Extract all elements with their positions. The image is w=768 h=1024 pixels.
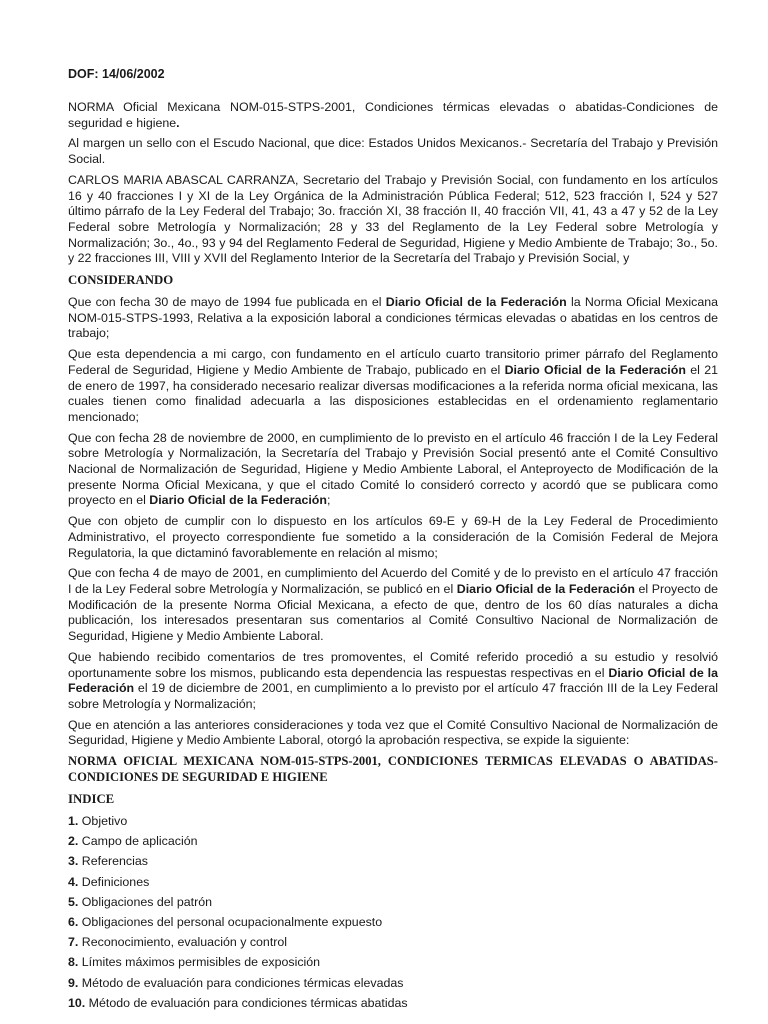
index-item-label: Definiciones <box>78 874 150 889</box>
document-title-text: NORMA Oficial Mexicana NOM-015-STPS-2001, Condiciones térmicas elevadas o abatidas-Condiciones de seguridad e higiene <box>68 100 718 130</box>
margin-note: Al margen un sello con el Escudo Nacional, que dice: Estados Unidos Mexicanos.- Secretaría del Trabajo y Previsión Social. <box>68 136 718 167</box>
index-item <box>68 814 718 834</box>
text-span: Que con fecha 30 de mayo de 1994 fue publicada en el <box>68 295 386 310</box>
index-item-number: 10. <box>68 995 86 1010</box>
index-item <box>68 935 718 955</box>
dof-date: DOF: 14/06/2002 <box>68 67 165 81</box>
index-item-label: Método de evaluación para condiciones térmicas abatidas <box>85 995 408 1010</box>
dof-reference: Diario Oficial de la Federación <box>504 362 686 377</box>
dof-reference: Diario Oficial de la Federación <box>68 665 718 696</box>
index-item <box>68 976 718 996</box>
considerando-paragraph-3 <box>68 431 718 510</box>
index-item <box>68 996 718 1016</box>
document-title-period: . <box>176 115 180 130</box>
index-item <box>68 854 718 874</box>
index-item-number: 7. <box>68 935 79 950</box>
considerando-paragraph-6 <box>68 650 718 713</box>
text-span: ; <box>326 493 331 508</box>
index-item-number: 4. <box>68 874 79 889</box>
index-item <box>68 895 718 915</box>
norma-title: NORMA OFICIAL MEXICANA NOM-015-STPS-2001, CONDICIONES TERMICAS ELEVADAS O ABATIDAS-CONDICIONES DE SEGURIDAD E HIGIENE <box>68 754 718 784</box>
signatory-paragraph: CARLOS MARIA ABASCAL CARRANZA, Secretario del Trabajo y Previsión Social, con fundamento en los artículos 16 y 40 fracciones I y XI de la Ley Orgánica de la Administración Pública Federal; 512, 523 fracción I, 524 y 527 último párrafo de la Ley Federal del Trabajo; 3o. fracción XI, 38 fracción II, 40 fracción VII, 41, 43 a 47 y 52 de la Ley Federal sobre Metrología y Normalización; 28 y 33 del Reglamento de la Ley Federal sobre Metrología y Normalización; 3o., 4o., 93 y 94 del Reglamento Federal de Seguridad, Higiene y Medio Ambiente de Trabajo; 3o., 5o. y 22 fracciones III, VIII y XVII del Reglamento Interior de la Secretaría del Trabajo y Previsión Social, y <box>68 172 718 266</box>
dof-reference: Diario Oficial de la Federación <box>149 493 327 508</box>
text-span: Que habiendo recibido comentarios de tres promoventes, el Comité referido procedió a su estudio y resolvió oportunamente sobre los mismos, publicando esta dependencia las respuestas respectivas en el <box>68 649 718 680</box>
indice-heading: INDICE <box>68 792 115 807</box>
text-span: Que esta dependencia a mi cargo, con fundamento en el artículo cuarto transitorio primer párrafo del Reglamento Federal de Seguridad, Higiene y Medio Ambiente de Trabajo, publicado en el <box>68 347 718 377</box>
text-span: el 21 de enero de 1997, ha considerado necesario realizar diversas modificaciones a la referida norma oficial mexicana, las cuales tienen como finalidad adecuarla a las disposiciones establecidas en el ordenamiento reglamentario mencionado; <box>68 362 719 424</box>
index-item-number: 8. <box>68 955 79 970</box>
document-page <box>68 66 718 1016</box>
considerando-paragraph-4: Que con objeto de cumplir con lo dispuesto en los artículos 69-E y 69-H de la Ley Federal de Procedimiento Administrativo, el proyecto correspondiente fue sometido a la consideración de la Comisión Federal de Mejora Regulatoria, la que dictaminó favorablemente en relación al mismo; <box>68 514 718 560</box>
document-title <box>68 100 718 131</box>
index-item-number: 3. <box>68 854 79 869</box>
index-item-number: 6. <box>68 914 79 929</box>
text-span: Que con fecha 4 de mayo de 2001, en cumplimiento del Acuerdo del Comité y de lo previsto en el artículo 47 fracción I de la Ley Federal sobre Metrología y Normalización, se publicó en el <box>68 566 718 596</box>
index-list <box>68 814 718 1016</box>
considerando-heading: CONSIDERANDO <box>68 273 174 288</box>
index-item-label: Obligaciones del personal ocupacionalmente expuesto <box>78 914 383 929</box>
dof-reference: Diario Oficial de la Federación <box>456 581 635 596</box>
text-span: el 19 de diciembre de 2001, en cumplimiento a lo previsto por el artículo 47 fracción III de la Ley Federal sobre Metrología y Normalización; <box>68 681 718 711</box>
index-item-number: 9. <box>68 975 79 990</box>
index-item-number: 2. <box>68 834 79 849</box>
index-item <box>68 915 718 935</box>
text-span: el Proyecto de Modificación de la presente Norma Oficial Mexicana, a efecto de que, dentro de los 60 días naturales a dicha publicación, los interesados presentaran sus comentarios al Comité Consultivo Nacional de Normalización de Seguridad, Higiene y Medio Ambiente Laboral. <box>68 581 719 644</box>
considerando-paragraph-2 <box>68 347 718 426</box>
considerando-paragraph-7: Que en atención a las anteriores consideraciones y toda vez que el Comité Consultivo Nacional de Normalización de Seguridad, Higiene y Medio Ambiente Laboral, otorgó la aprobación respectiva, se expide la siguiente: <box>68 717 718 748</box>
index-item-number: 5. <box>68 894 79 909</box>
index-item-label: Reconocimiento, evaluación y control <box>78 935 288 950</box>
text-span: la Norma Oficial Mexicana NOM-015-STPS-1993, Relativa a la exposición laboral a condiciones térmicas elevadas o abatidas en los centros de trabajo; <box>68 295 719 341</box>
index-item-number: 1. <box>68 814 79 829</box>
index-item <box>68 834 718 854</box>
index-item-label: Obligaciones del patrón <box>78 894 212 909</box>
index-item-label: Campo de aplicación <box>78 834 198 849</box>
text-span: Que con fecha 28 de noviembre de 2000, en cumplimiento de lo previsto en el artículo 46 fracción I de la Ley Federal sobre Metrología y Normalización, la Secretaría del Trabajo y Previsión Social presentó ante el Comité Consultivo Nacional de Normalización de Seguridad, Higiene y Medio Ambiente Laboral, el Anteproyecto de Modificación de la presente Norma Oficial Mexicana, y que el citado Comité lo consideró correcto y acordó que se publicara como proyecto en el <box>68 430 718 508</box>
considerando-paragraph-5 <box>68 566 718 645</box>
index-item <box>68 875 718 895</box>
dof-reference: Diario Oficial de la Federación <box>385 295 567 310</box>
index-item-label: Límites máximos permisibles de exposición <box>78 955 321 970</box>
index-item-label: Método de evaluación para condiciones térmicas elevadas <box>78 975 404 990</box>
index-item <box>68 955 718 975</box>
index-item-label: Objetivo <box>78 814 128 829</box>
considerando-paragraph-1 <box>68 295 718 342</box>
index-item-label: Referencias <box>78 854 148 869</box>
